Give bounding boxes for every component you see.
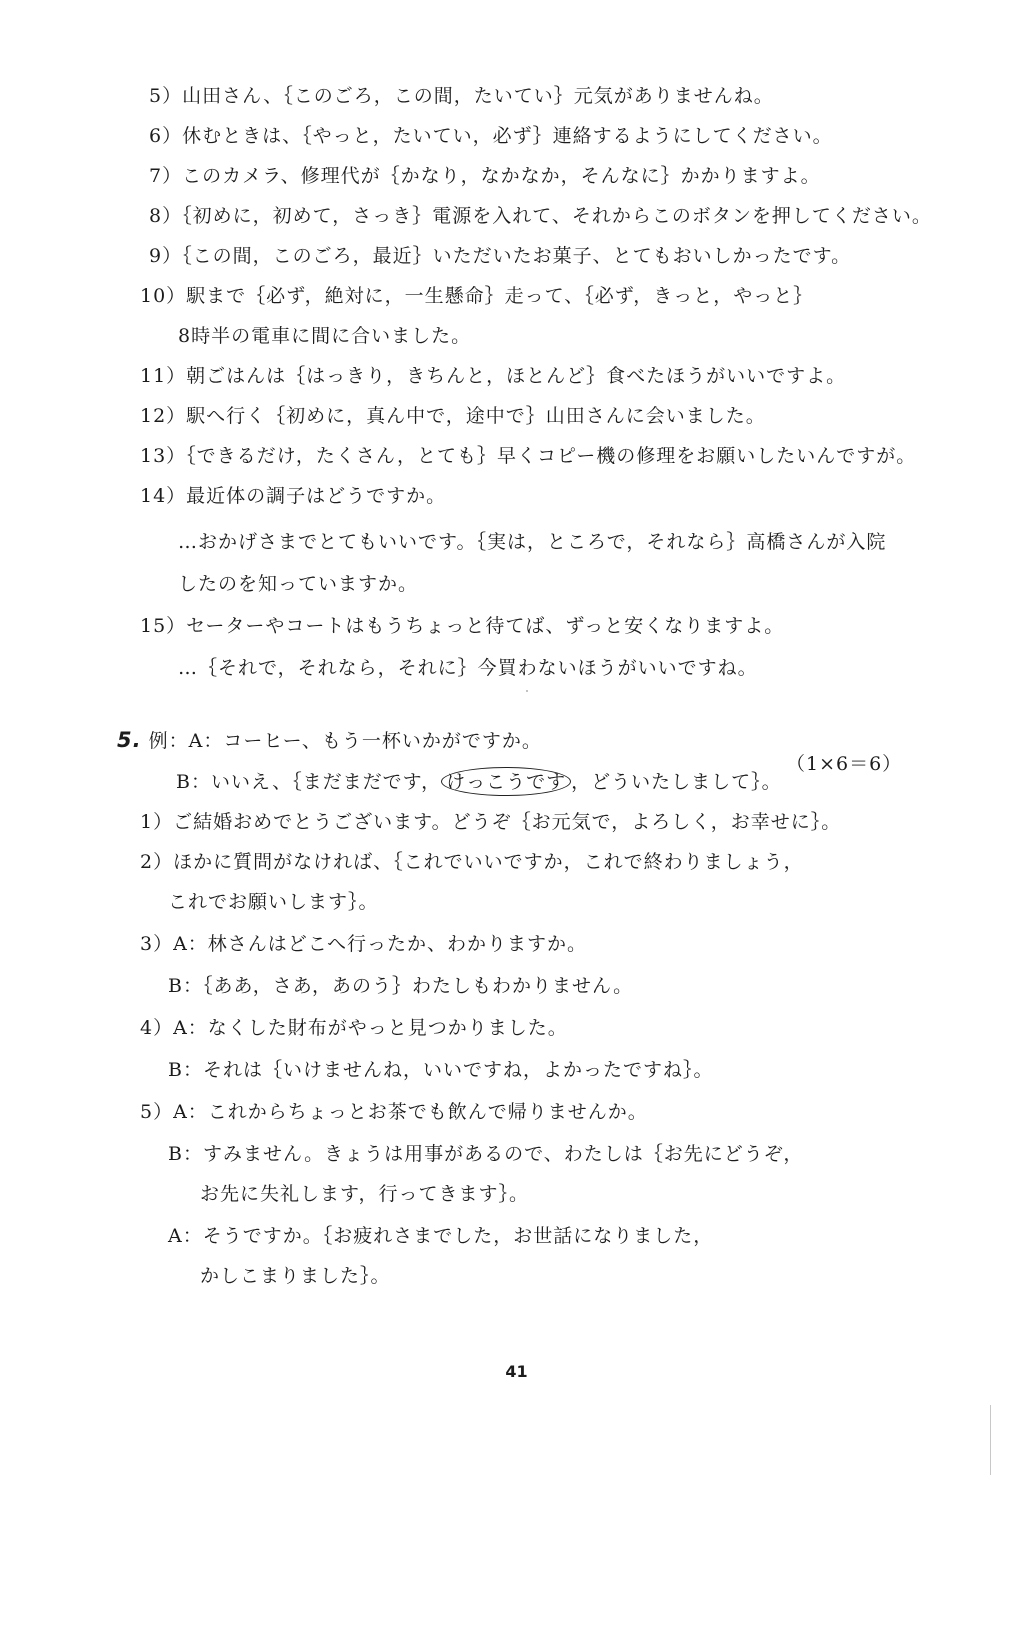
- example-b-prefix: B：いいえ、｛まだまだです，: [176, 771, 442, 793]
- section-5-example-b: [176, 770, 782, 794]
- scan-speck: [526, 690, 528, 692]
- score-box: （1×6＝6）: [786, 753, 903, 775]
- exercise-item-9: 9）｛この間，このごろ，最近｝いただいたお菓子、とてもおいしかったです。: [149, 245, 852, 267]
- exercise-item-15-reply: …｛それで，それなら，それに｝今買わないほうがいいですね。: [178, 657, 758, 679]
- section-5-item-2-cont: これでお願いします｝。: [168, 891, 379, 913]
- section-5-item-3-b: B：｛ああ，さあ，あのう｝わたしもわかりません。: [168, 975, 634, 997]
- section-5-item-3-a: 3）A：林さんはどこへ行ったか、わかりますか。: [140, 933, 588, 955]
- section-5-item-5-b-cont: お先に失礼します，行ってきます｝。: [200, 1183, 529, 1205]
- section-5-item-4-b: B：それは｛いけませんね，いいですね，よかったですね｝。: [168, 1059, 714, 1081]
- exercise-item-14-reply-cont: したのを知っていますか。: [178, 573, 419, 595]
- scan-edge-mark: [990, 1405, 991, 1475]
- exercise-item-10: 10）駅まで｛必ず，絶対に，一生懸命｝走って、｛必ず，きっと，やっと｝: [140, 285, 814, 307]
- exercise-item-10-cont: 8時半の電車に間に合いました。: [178, 325, 472, 347]
- section-5-header: [117, 728, 542, 753]
- exercise-item-7: 7）このカメラ、修理代が｛かなり，なかなか，そんなに｝かかりますよ。: [149, 165, 821, 187]
- section-5-item-5-c: A：そうですか。｛お疲れさまでした，お世話になりました，: [168, 1225, 714, 1247]
- circled-answer: けっこうです: [441, 767, 571, 796]
- exercise-item-14: 14）最近体の調子はどうですか。: [140, 485, 447, 507]
- section-5-item-2: 2）ほかに質問がなければ、｛これでいいですか，これで終わりましょう，: [140, 851, 804, 873]
- section-5-item-5-a: 5）A：これからちょっとお茶でも飲んで帰りませんか。: [140, 1101, 648, 1123]
- section-number: 5.: [117, 728, 142, 752]
- exercise-item-5: 5）山田さん、｛このごろ，この間，たいてい｝元気がありませんね。: [149, 85, 774, 107]
- exercise-item-6: 6）休むときは、｛やっと，たいてい，必ず｝連絡するようにしてください。: [149, 125, 833, 147]
- exercise-item-14-reply: …おかげさまでとてもいいです。｛実は，ところで，それなら｝高橋さんが入院: [178, 531, 887, 553]
- section-5-item-5-b: B：すみません。きょうは用事があるので、わたしは｛お先にどうぞ，: [168, 1143, 804, 1165]
- exercise-item-11: 11）朝ごはんは｛はっきり，きちんと，ほとんど｝食べたほうがいいですよ。: [140, 365, 847, 387]
- section-5-example-a: 例：A：コーヒー、もう一杯いかがですか。: [148, 730, 542, 752]
- section-5-item-4-a: 4）A：なくした財布がやっと見つかりました。: [140, 1017, 568, 1039]
- exercise-item-12: 12）駅へ行く｛初めに，真ん中で，途中で｝山田さんに会いました。: [140, 405, 766, 427]
- section-5-item-5-c-cont: かしこまりました｝。: [200, 1265, 391, 1287]
- exercise-item-15: 15）セーターやコートはもうちょっと待てば、ずっと安くなりますよ。: [140, 615, 785, 637]
- example-b-suffix: ，どういたしまして｝。: [571, 771, 782, 793]
- section-5-item-1: 1）ご結婚おめでとうございます。どうぞ｛お元気で，よろしく，お幸せに｝。: [140, 811, 842, 833]
- page-number: 41: [505, 1362, 528, 1381]
- exercise-item-13: 13）｛できるだけ，たくさん，とても｝早くコピー機の修理をお願いしたいんですが。: [140, 445, 917, 467]
- exercise-item-8: 8）｛初めに，初めて，さっき｝電源を入れて、それからこのボタンを押してください。: [149, 205, 932, 227]
